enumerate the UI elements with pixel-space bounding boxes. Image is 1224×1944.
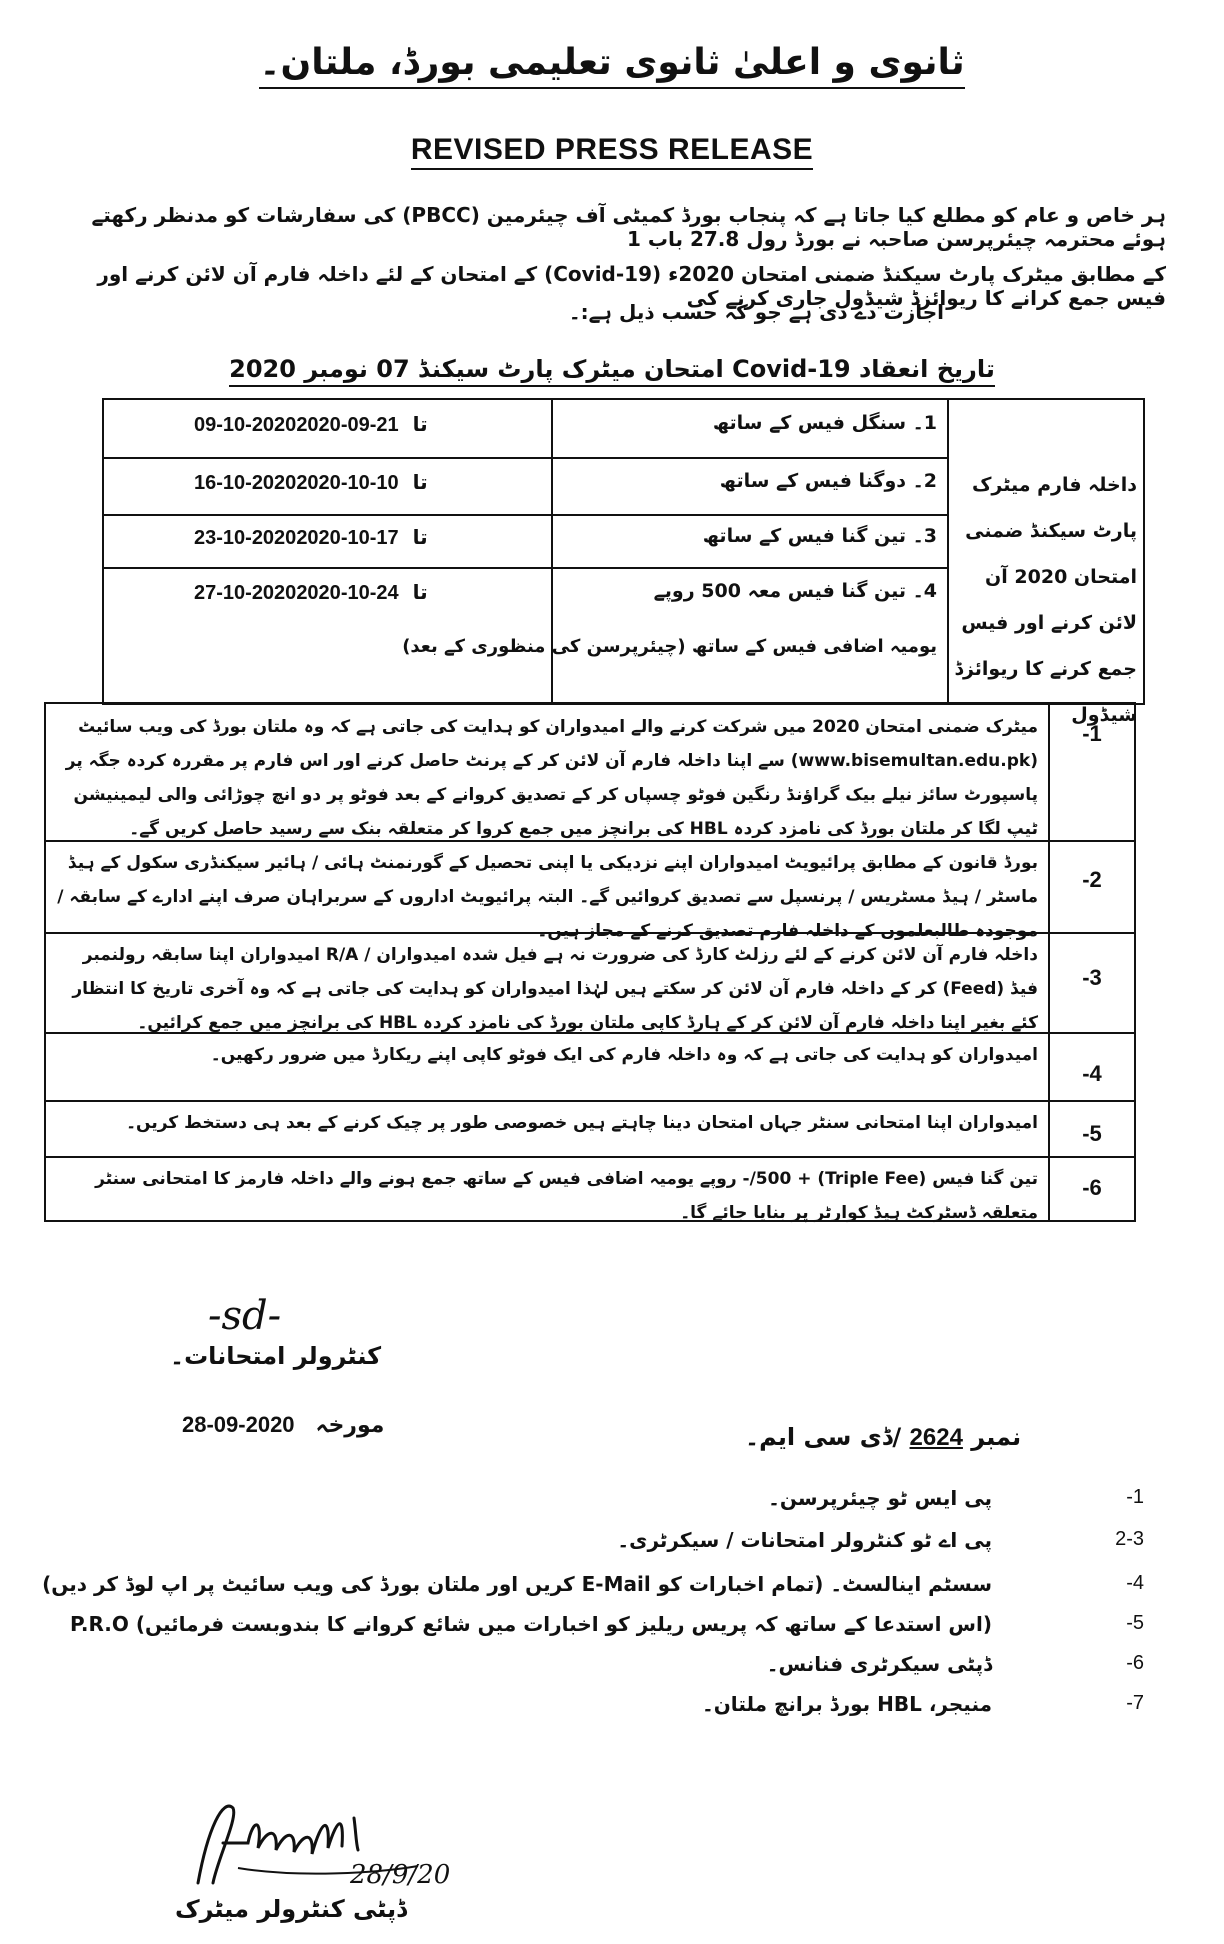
controller-label: کنٹرولر امتحانات۔ [170, 1342, 382, 1370]
schedule-row-2-desc: 2۔ دوگنا فیس کے ساتھ [719, 470, 937, 492]
schedule-row-1-desc: 1۔ سنگل فیس کے ساتھ [712, 412, 937, 434]
sd-signature-mark: -sd- [208, 1293, 282, 1339]
schedule-row-2-from: 10-10-2020 [296, 472, 399, 494]
schedule-heading [0, 355, 1224, 383]
instruction-row [46, 1100, 1134, 1158]
schedule-row-3-desc: 3۔ تین گنا فیس کے ساتھ [702, 525, 937, 547]
schedule-row-4-to: 27-10-2020 [194, 582, 297, 604]
distribution-text: سسٹم اینالسٹ۔ (تمام اخبارات کو E-Mail کریں اور ملتان بورڈ کی ویب سائیٹ پر اپ لوڈ کر دیں) [42, 1572, 992, 1596]
instruction-text: امیدواران کو ہدایت کی جاتی ہے کہ وہ داخلہ فارم کی ایک فوٹو کاپی اپنے ریکارڈ میں ضرور رکھیں۔ [46, 1032, 1050, 1100]
press-release-title [0, 133, 1224, 167]
schedule-row-3-from: 17-10-2020 [296, 527, 399, 549]
schedule-row-4-from: 24-10-2020 [296, 582, 399, 604]
instruction-number: -4 [1082, 1061, 1102, 1086]
schedule-row-divider [104, 514, 949, 516]
schedule-row-4-dates [194, 580, 534, 605]
intro-line-1: ہر خاص و عام کو مطلع کیا جاتا ہے کہ پنجاب بورڈ کمیٹی آف چیئرمین (PBCC) کی سفارشات کو مدنظر رکھتے ہوئے محترمہ چیئرپرسن صاحبہ نے بورڈ رول 27.8 باب 1 [91, 203, 1166, 251]
schedule-row-divider [104, 457, 949, 459]
instruction-row [46, 704, 1134, 842]
intro-line-2: کے مطابق میٹرک پارٹ سیکنڈ ضمنی امتحان 2020ء (Covid-19) کے امتحان کے لئے داخلہ فارم آن لائن کرنے اور فیس جمع کرانے کا ریوائزڈ شیڈول جاری کرنے کی [97, 262, 1166, 310]
distribution-text: منیجر، HBL بورڈ برانچ ملتان۔ [702, 1692, 992, 1716]
schedule-row-3-to: 23-10-2020 [194, 527, 297, 549]
instruction-row [46, 1032, 1134, 1102]
instruction-number: -1 [1082, 721, 1102, 746]
schedule-row-1-from: 21-09-2020 [296, 414, 399, 436]
schedule-row-2-dates [194, 470, 534, 495]
instruction-number: -6 [1082, 1175, 1102, 1200]
reference-number: 2624 [909, 1424, 963, 1451]
schedule-to-word: تا [412, 412, 428, 436]
press-release-text: REVISED PRESS RELEASE [411, 133, 813, 170]
schedule-to-word: تا [412, 470, 428, 494]
issue-date-label: مورخہ [315, 1413, 385, 1438]
schedule-to-word: تا [412, 525, 428, 549]
distribution-text: P.R.O (اس استدعا کے ساتھ کہ پریس ریلیز کو اخبارات میں شائع کروانے کا بندوبست فرمائیں) [69, 1612, 992, 1636]
instruction-number: -5 [1082, 1121, 1102, 1146]
schedule-to-word: تا [412, 580, 428, 604]
instruction-text: میٹرک ضمنی امتحان 2020 میں شرکت کرنے والے امیدواران کو ہدایت کی جاتی ہے کہ وہ ملتان بورڈ کی ویب سائیٹ (www.bisemultan.edu.pk) سے اپنا داخلہ فارم آن لائن کر کے پرنٹ حاصل کرنے اور اس فارم پر مقررہ کردہ جگہ پر پاسپورٹ سائز نیلے بیک گراؤنڈ رنگین فوٹو چسپاں کر کے تصدیق کروانے کے بعد فوٹو پر دو انچ چوڑائی والی لیمینیشن ٹیپ لگا کر ملتان بورڈ کی نامزد کردہ HBL کی برانچز میں جمع کروا کر متعلقہ بنک سے رسید حاصل کریں گے۔ [46, 704, 1050, 840]
schedule-row-4-desc: 4۔ تین گنا فیس معہ 500 روپے [653, 580, 937, 602]
schedule-row-2-to: 16-10-2020 [194, 472, 297, 494]
reference-number-suffix: /ڈی سی ایم۔ [745, 1423, 902, 1451]
distribution-text: پی اے ٹو کنٹرولر امتحانات / سیکرٹری۔ [617, 1528, 992, 1552]
distribution-text: ڈپٹی سیکرٹری فنانس۔ [766, 1652, 992, 1676]
instruction-row [46, 1156, 1134, 1223]
instruction-text: داخلہ فارم آن لائن کرنے کے لئے رزلٹ کارڈ کی ضرورت نہ ہے فیل شدہ امیدواران / R/A امیدواران اپنا سابقہ رولنمبر فیڈ (Feed) کر کے داخلہ فارم آن لائن کر سکتے ہیں لہٰذا امیدواران کو ہدایت کی جاتی ہے کہ وہ آخری تاریخ کا انتظار کئے بغیر اپنا داخلہ فارم آن لائن کر کے ہارڈ کاپی ملتان بورڈ کی نامزد کردہ HBL کی برانچز میں جمع کرائیں۔ [46, 932, 1050, 1032]
schedule-side-label: داخلہ فارم میٹرک پارٹ سیکنڈ ضمنی امتحان 2020 آن لائن کرنے اور فیس جمع کرنے کا ریوائزڈ شیڈول [954, 474, 1137, 726]
deputy-controller-label: ڈپٹی کنٹرولر میٹرک [175, 1895, 407, 1923]
instruction-text: بورڈ قانون کے مطابق پرائیویٹ امیدواران اپنے نزدیکی یا اپنی تحصیل کے گورنمنٹ ہائی / ہائیر سیکنڈری سکول کے ہیڈ ماسٹر / ہیڈ مسٹریس / پرنسپل سے تصدیق کروائیں گے۔ البتہ پرائیویٹ اداروں کے سربراہان صرف اپنے ادارے کے سابقہ / موجودہ طالبعلموں کے داخلہ فارم تصدیق کرنے کے مجاز ہیں۔ [46, 840, 1050, 932]
instruction-number: -2 [1082, 867, 1102, 892]
schedule-table [102, 398, 1145, 726]
instruction-text: تین گنا فیس (Triple Fee) + 500/- روپے یومیہ اضافی فیس کے ساتھ جمع ہونے والے داخلہ فارمز کا امتحانی سنٹر متعلقہ ڈسٹرکٹ ہیڈ کوارٹر پر بنایا جائے گا۔ [46, 1156, 1050, 1220]
schedule-row-4-desc-2: یومیہ اضافی فیس کے ساتھ (چیئرپرسن کی منظوری کے بعد) [402, 636, 937, 657]
board-title [0, 42, 1224, 83]
distribution-number: -7 [1126, 1692, 1144, 1714]
issue-date-line [182, 1412, 384, 1438]
instructions-table [44, 702, 1136, 1222]
instruction-text: امیدواران اپنا امتحانی سنٹر جہاں امتحان دینا چاہتے ہیں خصوصی طور پر چیک کرنے کے بعد ہی دستخط کریں۔ [46, 1100, 1050, 1156]
schedule-row-3-dates [194, 525, 534, 550]
reference-number-label: نمبر [971, 1423, 1022, 1451]
distribution-number: -1 [1126, 1486, 1144, 1508]
schedule-desc-column [551, 400, 949, 703]
issue-date: 28-09-2020 [182, 1412, 295, 1437]
schedule-row-divider [104, 567, 949, 569]
instruction-number: -3 [1082, 965, 1102, 990]
instruction-row [46, 932, 1134, 1034]
distribution-number: -5 [1126, 1612, 1144, 1634]
handwritten-date: 28/9/20 [350, 1860, 451, 1890]
intro-line-3: اجازت دے دی ہے جو کہ حسب ذیل ہے:۔ [568, 300, 944, 324]
instruction-row [46, 840, 1134, 941]
schedule-row-1-dates [194, 412, 534, 437]
schedule-heading-text: تاریخ انعقاد Covid-19 امتحان میٹرک پارٹ سیکنڈ 07 نومبر 2020 [229, 355, 995, 387]
distribution-number: -4 [1126, 1572, 1144, 1594]
distribution-number: 2-3 [1115, 1528, 1144, 1550]
schedule-row-1-to: 09-10-2020 [194, 414, 297, 436]
distribution-number: -6 [1126, 1652, 1144, 1674]
schedule-side-cell [947, 400, 1143, 726]
reference-number-line [745, 1423, 1021, 1452]
board-title-text: ثانوی و اعلیٰ ثانوی تعلیمی بورڈ، ملتان۔ [259, 42, 964, 89]
distribution-text: پی ایس ٹو چیئرپرسن۔ [768, 1486, 992, 1510]
